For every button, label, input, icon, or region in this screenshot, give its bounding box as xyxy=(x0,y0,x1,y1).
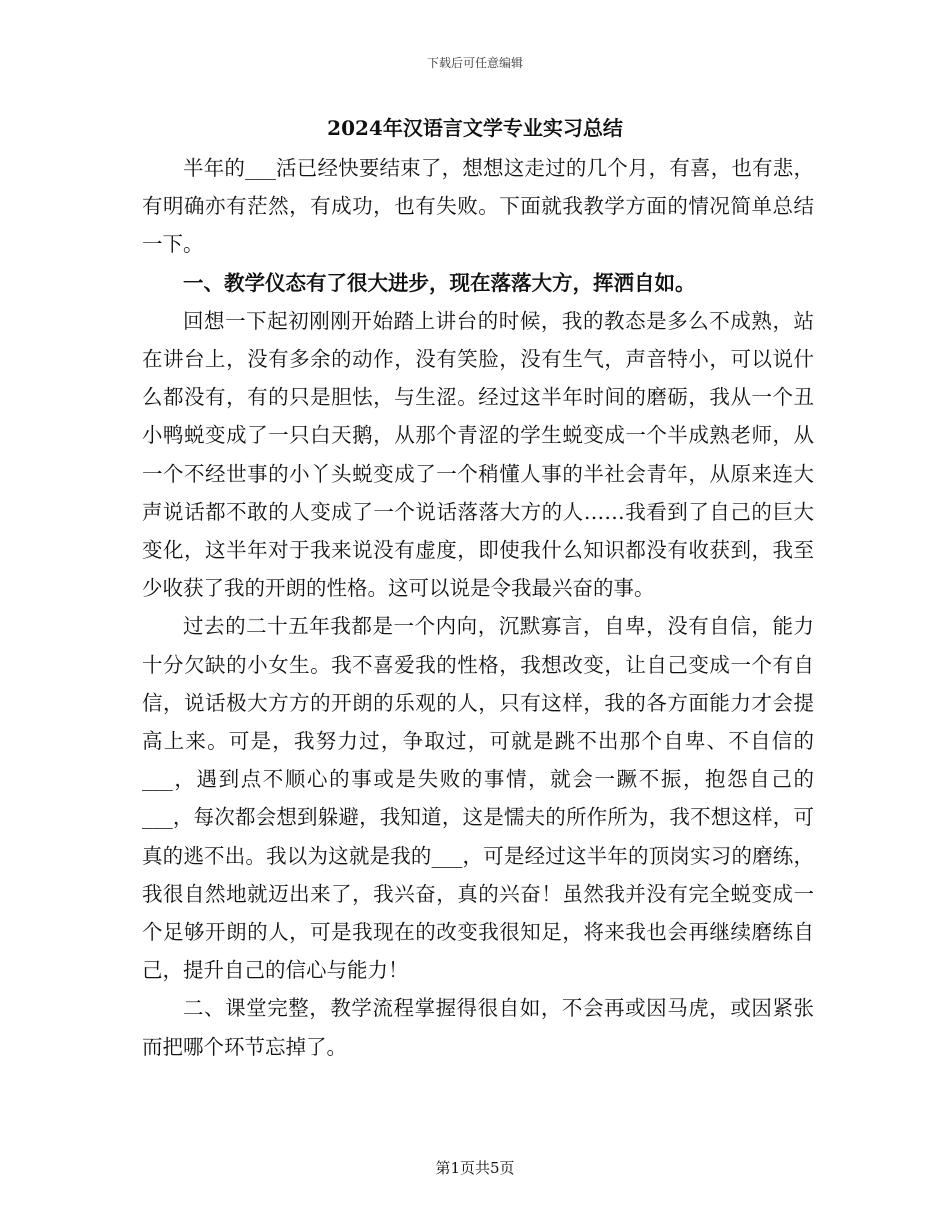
page-footer: 第1页共5页 xyxy=(435,1159,515,1177)
document-title: 2024年汉语言文学专业实习总结 xyxy=(327,116,623,140)
document-body xyxy=(142,149,814,1066)
section-heading-1: 一、教学仪态有了很大进步，现在落落大方，挥洒自如。 xyxy=(183,270,696,295)
section-heading-2: 二、课堂完整，教学流程掌握得很自如，不会再或因马虎，或因紧张而把哪个环节忘掉了。 xyxy=(142,996,814,1059)
paragraph-personality-change: 过去的二十五年我都是一个内向，沉默寡言，自卑，没有自信，能力十分欠缺的小女生。我不喜爱我的性格，我想改变，让自己变成一个有自信，说话极大方方的开朗的乐观的人，只有这样，我的各方面能力才会提高上来。可是，我努力过，争取过，可就是跳不出那个自卑、不自信的___，遇到点不顺心的事或是失败的事情，就会一蹶不振，抱怨自己的___，每次都会想到躲避，我知道，这是懦夫的所作所为，我不想这样，可真的逃不出。我以为这就是我的___，可是经过这半年的顶岗实习的磨练，我很自然地就迈出来了，我兴奋，真的兴奋！虽然我并没有完全蜕变成一个足够开朗的人，可是我现在的改变我很知足，将来我也会再继续磨练自己，提升自己的信心与能力！ xyxy=(142,614,814,983)
paragraph-teaching-manner: 回想一下起初刚刚开始踏上讲台的时候，我的教态是多么不成熟，站在讲台上，没有多余的动作，没有笑脸，没有生气，声音特小，可以说什么都没有，有的只是胆怯，与生涩。经过这半年时间的磨砺，我从一个丑小鸭蜕变成了一只白天鹅，从那个青涩的学生蜕变成一个半成熟老师，从一个不经世事的小丫头蜕变成了一个稍懂人事的半社会青年，从原来连大声说话都不敢的人变成了一个说话落落大方的人……我看到了自己的巨大变化，这半年对于我来说没有虚度，即使我什么知识都没有收获到，我至少收获了我的开朗的性格。这可以说是令我最兴奋的事。 xyxy=(142,308,814,601)
page-header: 下载后可任意编辑 xyxy=(426,56,523,70)
paragraph-intro: 半年的___活已经快要结束了，想想这走过的几个月，有喜，也有悲，有明确亦有茫然，有成功，也有失败。下面就我教学方面的情况简单总结一下。 xyxy=(142,156,814,257)
